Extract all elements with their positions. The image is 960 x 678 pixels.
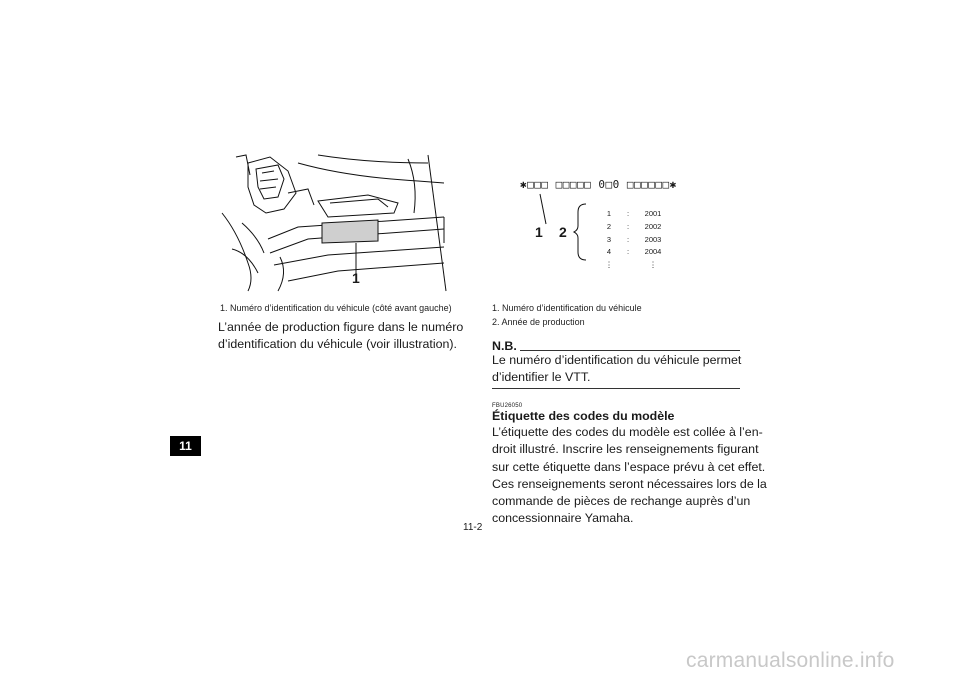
vin-caption-1: 1. Numéro d’identification du véhicule	[492, 303, 642, 313]
note-text	[492, 352, 740, 387]
year-separator: :	[626, 209, 630, 218]
year-separator	[618, 259, 638, 272]
paragraph-line: L’année de production figure dans le numéro	[218, 320, 464, 334]
section-title: Étiquette des codes du modèle	[492, 409, 675, 423]
year-separator: :	[626, 247, 630, 257]
vin-label-plate	[322, 220, 378, 243]
year-value: 2002	[644, 221, 662, 231]
section-line: Ces renseignements seront nécessaires lors de la	[492, 476, 767, 491]
year-separator: :	[626, 221, 630, 231]
section-line: concessionnaire Yamaha.	[492, 511, 634, 526]
illustration-caption: 1. Numéro d’identification du véhicule (côté avant gauche)	[220, 303, 452, 313]
year-row	[600, 246, 668, 259]
year-separator: :	[626, 234, 630, 244]
section-code: FBU26050	[492, 403, 523, 409]
page-number: 11-2	[463, 522, 483, 533]
vin-callout-1: 1	[535, 224, 543, 240]
chapter-tab: 11	[170, 436, 201, 456]
year-value: 2004	[644, 247, 662, 257]
section-line: sur cette étiquette dans l’espace prévu à cet effet.	[492, 459, 766, 474]
vehicle-frame-illustration	[218, 153, 450, 293]
note-line: Le numéro d’identification du véhicule permet	[492, 353, 742, 367]
production-year-table	[600, 208, 668, 272]
year-row	[600, 259, 668, 272]
year-code: ⋮	[605, 260, 613, 270]
year-row	[600, 234, 668, 247]
vin-caption-2: 2. Année de production	[492, 317, 585, 327]
note-line: d’identifier le VTT.	[492, 370, 591, 385]
year-code: 2	[606, 221, 612, 231]
section-line: commande de pièces de rechange auprès d’un	[492, 494, 751, 509]
section-line: L’étiquette des codes du modèle est collée à l’en-	[492, 425, 763, 439]
year-value: 2001	[644, 209, 662, 218]
vin-code-row: ✱□□□ □□□□□ 0□0 □□□□□□✱	[520, 178, 677, 191]
year-row	[600, 208, 668, 221]
section-line: droit illustré. Inscrire les renseignements figurant	[492, 442, 759, 457]
paragraph-line: d’identification du véhicule (voir illustration).	[218, 337, 457, 352]
note-top-rule	[520, 350, 740, 351]
note-bottom-rule	[492, 388, 740, 389]
year-value: ⋮	[649, 260, 657, 270]
section-body	[492, 424, 767, 528]
vin-callout-2: 2	[559, 224, 567, 240]
year-code: 4	[606, 247, 612, 257]
year-code: 3	[606, 234, 612, 244]
year-row	[600, 221, 668, 234]
year-code: 1	[606, 209, 612, 218]
year-value: 2003	[644, 234, 662, 244]
note-heading: N.B.	[492, 339, 517, 353]
production-year-paragraph	[218, 319, 462, 354]
site-watermark: carmanualsonline.info	[686, 649, 895, 672]
illustration-callout-1: 1	[352, 270, 360, 286]
